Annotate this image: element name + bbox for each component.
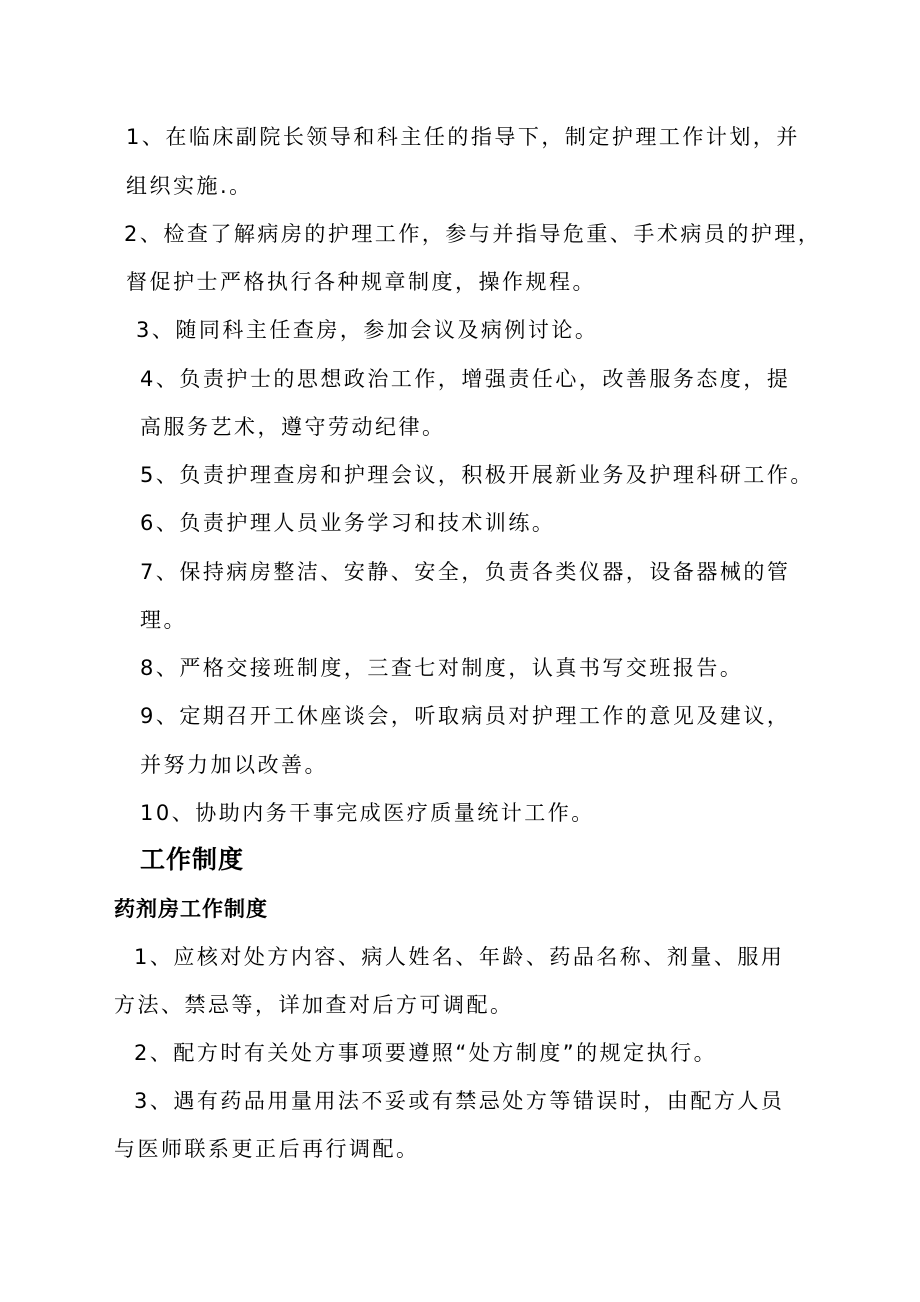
duty-1-line-1: 1、在临床副院长领导和科主任的指导下，制定护理工作计划，并 [126,125,800,149]
rule-1-line-2: 方法、禁忌等，详加查对后方可调配。 [114,993,514,1017]
duty-7-line-2: 理。 [140,608,187,632]
rule-1-line-1: 1、应核对处方内容、病人姓名、年龄、药品名称、剂量、服用 [134,945,785,969]
duty-10-line-1: 10、协助内务干事完成医疗质量统计工作。 [140,801,595,825]
duty-2-line-2: 督促护士严格执行各种规章制度，操作规程。 [126,270,596,294]
duty-2-line-1: 2、检查了解病房的护理工作，参与并指导危重、手术病员的护理， [124,222,822,246]
subsection-title: 药剂房工作制度 [114,897,268,921]
duty-9-line-2: 并努力加以改善。 [140,753,328,777]
rule-3-line-2: 与医师联系更正后再行调配。 [114,1137,420,1161]
duty-7-line-1: 7、保持病房整洁、安静、安全，负责各类仪器，设备器械的管 [140,560,791,584]
duty-6-line-1: 6、负责护理人员业务学习和技术训练。 [140,511,556,535]
duty-1-line-2: 组织实施.。 [126,174,253,198]
duty-4-line-2: 高服务艺术，遵守劳动纪律。 [140,415,446,439]
duty-4-line-1: 4、负责护士的思想政治工作，增强责任心，改善服务态度，提 [140,367,791,391]
rule-3-line-1: 3、遇有药品用量用法不妥或有禁忌处方等错误时，由配方人员 [134,1089,785,1113]
duty-9-line-1: 9、定期召开工休座谈会，听取病员对护理工作的意见及建议， [140,704,791,728]
duty-5-line-1: 5、负责护理查房和护理会议，积极开展新业务及护理科研工作。 [140,463,814,487]
duty-8-line-1: 8、严格交接班制度，三查七对制度，认真书写交班报告。 [140,656,744,680]
section-title: 工作制度 [140,845,245,874]
duty-3-line-1: 3、随同科主任查房，参加会议及病例讨论。 [136,318,599,342]
rule-2-line-1: 2、配方时有关处方事项要遵照“处方制度”的规定执行。 [134,1041,718,1065]
